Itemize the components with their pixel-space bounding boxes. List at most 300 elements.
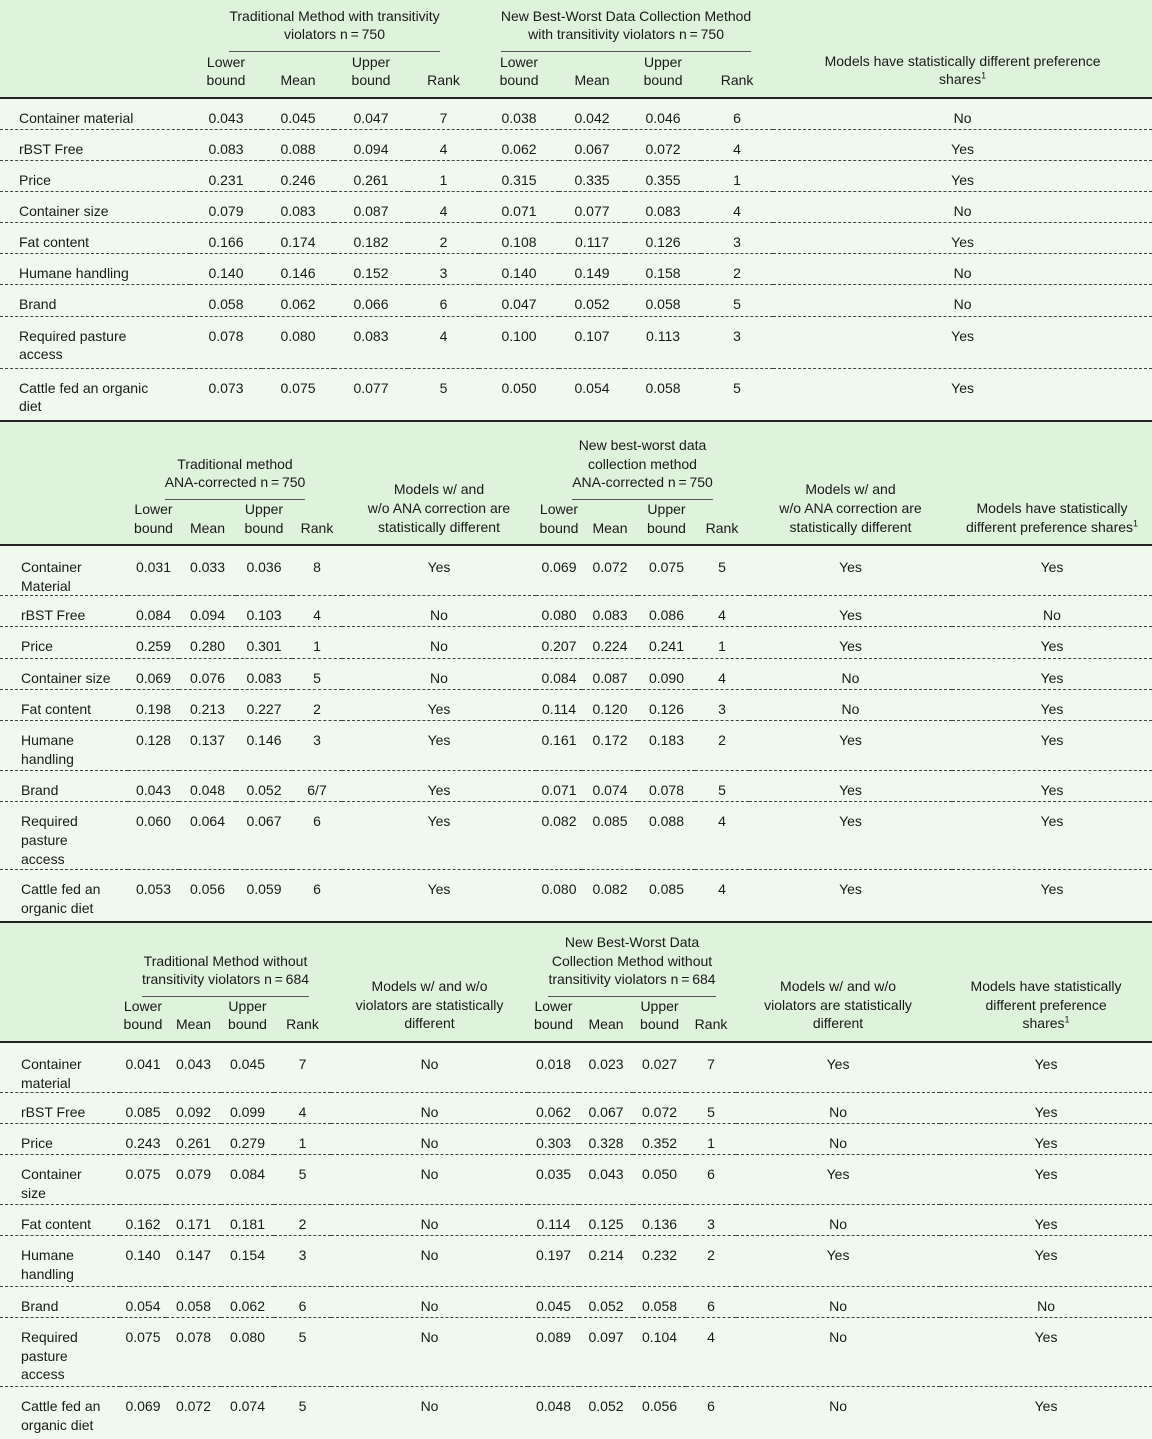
group-title-line: New Best-Worst Data xyxy=(564,934,700,951)
preference-shares-cell: No xyxy=(940,1287,1152,1318)
column-header-rank xyxy=(695,500,749,545)
preference-shares-cell: Yes xyxy=(952,771,1152,802)
table-row xyxy=(0,721,1152,771)
text-line: Humane xyxy=(21,1247,74,1264)
comparison-cell: Yes xyxy=(342,771,536,802)
comparison-cell: Yes xyxy=(736,1042,940,1093)
text-line: handling xyxy=(21,750,74,767)
upper-bound-cell: 0.103 xyxy=(236,596,292,627)
group-header-traditional-underline xyxy=(165,455,306,500)
lower-bound-cell: 0.082 xyxy=(536,802,582,870)
lower-bound-cell: 0.207 xyxy=(536,627,582,659)
text-line: rBST Free xyxy=(21,1104,86,1121)
text-line: different xyxy=(404,1015,455,1032)
text-line: Models w/ and w/o xyxy=(371,978,488,995)
table-header xyxy=(0,422,1152,545)
rank-cell: 5 xyxy=(274,1155,331,1205)
mean-cell: 0.107 xyxy=(559,316,625,368)
upper-bound-cell: 0.047 xyxy=(334,98,408,129)
rank-cell: 5 xyxy=(274,1387,331,1439)
mean-cell: 0.087 xyxy=(582,659,638,690)
lower-bound-cell: 0.018 xyxy=(528,1042,579,1093)
rank-cell: 3 xyxy=(274,1236,331,1287)
text-line: different xyxy=(812,1015,864,1032)
text-line: Fat content xyxy=(19,233,90,250)
group-title-line: New best-worst data xyxy=(578,437,707,454)
comparison-cell: No xyxy=(331,1205,528,1236)
row-label xyxy=(0,1093,120,1124)
mean-cell: 0.080 xyxy=(262,316,334,368)
upper-bound-cell: 0.083 xyxy=(334,316,408,368)
header-line: different preference xyxy=(985,996,1107,1013)
row-label xyxy=(0,191,190,222)
column-header-rank xyxy=(686,997,736,1042)
mean-cell: 0.043 xyxy=(579,1155,633,1205)
mean-cell: 0.147 xyxy=(166,1236,221,1287)
lower-bound-cell: 0.060 xyxy=(128,802,179,870)
table-row xyxy=(0,222,1152,253)
upper-bound-cell: 0.050 xyxy=(633,1155,686,1205)
text-line: organic diet xyxy=(21,899,94,916)
group-header-best-worst-underline xyxy=(501,7,751,52)
column-header-comparison xyxy=(331,923,528,1042)
text-line: organic diet xyxy=(21,1416,94,1433)
column-header-lower-bound xyxy=(528,997,579,1042)
header-line: shares xyxy=(1022,1015,1065,1032)
lower-bound-cell: 0.031 xyxy=(128,545,179,596)
text-line: Container material xyxy=(19,110,134,126)
text-line: Lower xyxy=(123,997,163,1014)
upper-bound-cell: 0.085 xyxy=(638,870,695,921)
row-label xyxy=(0,368,190,420)
text-line: Cattle fed an xyxy=(21,1398,101,1415)
rank-cell: 7 xyxy=(274,1042,331,1093)
row-label xyxy=(0,627,128,659)
text-line: rBST Free xyxy=(19,140,84,157)
upper-bound-cell: 0.352 xyxy=(633,1124,686,1155)
upper-bound-cell: 0.084 xyxy=(221,1155,274,1205)
row-label xyxy=(0,222,190,253)
lower-bound-cell: 0.043 xyxy=(128,771,179,802)
lower-bound-cell: 0.069 xyxy=(120,1387,166,1439)
column-header-upper-bound xyxy=(633,997,686,1042)
group-title-line: Traditional Method without xyxy=(143,952,308,969)
rank-cell: 4 xyxy=(408,316,479,368)
upper-bound-cell: 0.046 xyxy=(625,98,701,129)
lower-bound-cell: 0.231 xyxy=(190,160,262,191)
lower-bound-cell: 0.166 xyxy=(190,222,262,253)
text-line: Upper xyxy=(244,501,284,517)
column-header-comparison-b xyxy=(736,923,940,1042)
mean-cell: 0.033 xyxy=(179,545,236,596)
column-header-mean xyxy=(262,52,334,98)
mean-cell: 0.097 xyxy=(579,1318,633,1387)
lower-bound-cell: 0.079 xyxy=(190,191,262,222)
mean-cell: 0.174 xyxy=(262,222,334,253)
lower-bound-cell: 0.080 xyxy=(536,596,582,627)
header-text: Rank xyxy=(694,1016,728,1033)
table-row xyxy=(0,253,1152,284)
upper-bound-cell: 0.152 xyxy=(334,253,408,284)
rank-cell: 3 xyxy=(408,253,479,284)
preference-shares-cell: No xyxy=(773,284,1152,316)
comparison-cell: No xyxy=(736,1287,940,1318)
mean-cell: 0.092 xyxy=(166,1093,221,1124)
group-header-best-worst xyxy=(536,422,749,500)
table-panel-3 xyxy=(0,921,1152,1439)
upper-bound-cell: 0.126 xyxy=(638,690,695,721)
rank-cell: 5 xyxy=(274,1318,331,1387)
table-row xyxy=(0,1387,1152,1439)
column-header-upper-bound xyxy=(334,52,408,98)
footnote-marker: 1 xyxy=(1133,517,1139,528)
header-line: shares xyxy=(939,71,982,88)
column-header-preference-shares xyxy=(773,0,1152,98)
mean-cell: 0.048 xyxy=(179,771,236,802)
text-line: Upper xyxy=(228,997,267,1014)
mean-cell: 0.072 xyxy=(582,545,638,596)
text-line: Upper xyxy=(640,997,679,1014)
text-line: bound xyxy=(206,72,246,89)
preference-shares-cell: Yes xyxy=(773,316,1152,368)
upper-bound-cell: 0.301 xyxy=(236,627,292,659)
row-label xyxy=(0,802,128,870)
upper-bound-cell: 0.045 xyxy=(221,1042,274,1093)
group-title-line: Collection Method without xyxy=(551,952,713,969)
lower-bound-cell: 0.048 xyxy=(528,1387,579,1439)
text-line: pasture xyxy=(21,831,68,848)
header-text: Mean xyxy=(574,72,610,89)
upper-bound-cell: 0.067 xyxy=(236,802,292,870)
row-label xyxy=(0,1318,120,1387)
comparison-cell: No xyxy=(331,1318,528,1387)
column-header-upper-bound xyxy=(638,500,695,545)
text-line: Upper xyxy=(643,53,683,70)
group-title-line: transitivity violators n = 684 xyxy=(548,971,716,988)
group-title-line: collection method xyxy=(588,455,697,472)
lower-bound-cell: 0.062 xyxy=(528,1093,579,1124)
table-row xyxy=(0,545,1152,596)
row-label xyxy=(0,1124,120,1155)
mean-cell: 0.261 xyxy=(166,1124,221,1155)
header-corner xyxy=(0,923,120,1042)
column-header-lower-bound xyxy=(190,52,262,98)
upper-bound-cell: 0.181 xyxy=(221,1205,274,1236)
mean-cell: 0.058 xyxy=(166,1287,221,1318)
upper-bound-cell: 0.158 xyxy=(625,253,701,284)
lower-bound-cell: 0.197 xyxy=(528,1236,579,1287)
mean-cell: 0.083 xyxy=(262,191,334,222)
group-header-best-worst xyxy=(528,923,736,997)
lower-bound-cell: 0.080 xyxy=(536,870,582,921)
comparison-cell: No xyxy=(736,1387,940,1439)
preference-shares-cell: No xyxy=(773,191,1152,222)
upper-bound-cell: 0.056 xyxy=(633,1387,686,1439)
group-header-traditional-underline xyxy=(142,952,309,997)
rank-cell: 4 xyxy=(686,1318,736,1387)
comparison-cell: No xyxy=(331,1387,528,1439)
column-header-preference-shares xyxy=(940,923,1152,1042)
table-header xyxy=(0,923,1152,1042)
lower-bound-cell: 0.075 xyxy=(120,1318,166,1387)
rank-cell: 1 xyxy=(408,160,479,191)
comparison-cell: No xyxy=(749,690,952,721)
text-line: Humane xyxy=(21,732,74,749)
text-line: Container xyxy=(21,559,82,576)
lower-bound-cell: 0.069 xyxy=(128,659,179,690)
group-title-line: ANA-corrected n = 750 xyxy=(572,474,713,491)
upper-bound-cell: 0.088 xyxy=(638,802,695,870)
footnote-marker: 1 xyxy=(981,70,987,81)
row-label xyxy=(0,253,190,284)
group-title-line: violators n = 750 xyxy=(284,26,385,43)
upper-bound-cell: 0.077 xyxy=(334,368,408,420)
text-line: Models w/ and xyxy=(393,481,485,498)
lower-bound-cell: 0.084 xyxy=(128,596,179,627)
text-line: rBST Free xyxy=(21,607,86,624)
rank-cell: 5 xyxy=(292,659,342,690)
row-label xyxy=(0,721,128,771)
header-text: Rank xyxy=(427,72,460,89)
text-line: Container size xyxy=(19,202,109,219)
text-line: handling xyxy=(21,1265,74,1282)
text-line: bound xyxy=(534,1016,573,1033)
row-label xyxy=(0,870,128,921)
footnote-marker: 1 xyxy=(1064,1014,1070,1025)
text-line: Humane handling xyxy=(19,264,129,281)
upper-bound-cell: 0.062 xyxy=(221,1287,274,1318)
rank-cell: 2 xyxy=(695,721,749,771)
rank-cell: 5 xyxy=(695,545,749,596)
rank-cell: 2 xyxy=(408,222,479,253)
header-line: different preference shares xyxy=(965,518,1134,535)
header-text: Mean xyxy=(592,519,628,536)
lower-bound-cell: 0.054 xyxy=(120,1287,166,1318)
header-line: Models have statistically different preference xyxy=(824,52,1101,69)
upper-bound-cell: 0.232 xyxy=(633,1236,686,1287)
comparison-cell: Yes xyxy=(342,721,536,771)
comparison-cell: No xyxy=(331,1042,528,1093)
text-line: Cattle fed an xyxy=(21,881,101,898)
mean-cell: 0.335 xyxy=(559,160,625,191)
rank-cell: 6 xyxy=(274,1287,331,1318)
mean-cell: 0.079 xyxy=(166,1155,221,1205)
mean-cell: 0.042 xyxy=(559,98,625,129)
preference-shares-cell: Yes xyxy=(940,1093,1152,1124)
row-label xyxy=(0,771,128,802)
header-text: Mean xyxy=(175,1016,212,1033)
text-line: Lower xyxy=(534,997,573,1014)
mean-cell: 0.328 xyxy=(579,1124,633,1155)
mean-cell: 0.074 xyxy=(582,771,638,802)
row-label xyxy=(0,545,128,596)
upper-bound-cell: 0.072 xyxy=(633,1093,686,1124)
column-header-lower-bound xyxy=(128,500,179,545)
rank-cell: 4 xyxy=(695,802,749,870)
rank-cell: 6/7 xyxy=(292,771,342,802)
row-label xyxy=(0,129,190,160)
comparison-cell: Yes xyxy=(342,802,536,870)
lower-bound-cell: 0.045 xyxy=(528,1287,579,1318)
text-line: bound xyxy=(499,72,539,89)
table-row xyxy=(0,870,1152,921)
comparison-cell: Yes xyxy=(749,771,952,802)
upper-bound-cell: 0.072 xyxy=(625,129,701,160)
table-row xyxy=(0,771,1152,802)
table-row xyxy=(0,316,1152,368)
lower-bound-cell: 0.078 xyxy=(190,316,262,368)
rank-cell: 2 xyxy=(274,1205,331,1236)
rank-cell: 2 xyxy=(686,1236,736,1287)
rank-cell: 3 xyxy=(695,690,749,721)
comparison-cell: No xyxy=(736,1318,940,1387)
text-line: violators are statistically xyxy=(764,996,912,1013)
lower-bound-cell: 0.140 xyxy=(190,253,262,284)
text-line: Upper xyxy=(647,501,686,517)
mean-cell: 0.088 xyxy=(262,129,334,160)
column-header-mean xyxy=(179,500,236,545)
upper-bound-cell: 0.099 xyxy=(221,1093,274,1124)
text-line: Material xyxy=(21,577,71,594)
lower-bound-cell: 0.047 xyxy=(479,284,559,316)
column-header-mean xyxy=(579,997,633,1042)
comparison-cell: Yes xyxy=(749,596,952,627)
text-line: access xyxy=(19,346,63,363)
preference-shares-cell: Yes xyxy=(952,870,1152,921)
lower-bound-cell: 0.041 xyxy=(120,1042,166,1093)
preference-shares-cell: Yes xyxy=(940,1124,1152,1155)
comparison-cell: Yes xyxy=(749,627,952,659)
mean-cell: 0.172 xyxy=(582,721,638,771)
rank-cell: 5 xyxy=(686,1093,736,1124)
table-row xyxy=(0,596,1152,627)
upper-bound-cell: 0.058 xyxy=(633,1287,686,1318)
header-line: Models have statistically xyxy=(970,978,1122,995)
comparison-cell: Yes xyxy=(342,870,536,921)
text-line: Models w/ and w/o xyxy=(780,978,896,995)
text-line: bound xyxy=(539,519,579,536)
text-line: bound xyxy=(647,519,686,536)
text-line: Required xyxy=(21,813,78,830)
upper-bound-cell: 0.090 xyxy=(638,659,695,690)
upper-bound-cell: 0.094 xyxy=(334,129,408,160)
group-title-line: Traditional Method with transitivity xyxy=(229,7,440,24)
rank-cell: 7 xyxy=(408,98,479,129)
mean-cell: 0.023 xyxy=(579,1042,633,1093)
text-line: Models w/ and xyxy=(805,481,896,498)
preference-shares-cell: Yes xyxy=(940,1236,1152,1287)
text-line: bound xyxy=(134,519,173,536)
group-title-line: transitivity violators n = 684 xyxy=(141,971,310,988)
rank-cell: 6 xyxy=(701,98,773,129)
mean-cell: 0.120 xyxy=(582,690,638,721)
preference-shares-cell: Yes xyxy=(952,690,1152,721)
mean-cell: 0.054 xyxy=(559,368,625,420)
mean-cell: 0.052 xyxy=(579,1387,633,1439)
comparison-cell: No xyxy=(342,659,536,690)
lower-bound-cell: 0.069 xyxy=(536,545,582,596)
lower-bound-cell: 0.140 xyxy=(479,253,559,284)
header-text: Rank xyxy=(300,519,334,536)
text-line: violators are statistically xyxy=(355,996,504,1013)
rank-cell: 3 xyxy=(701,316,773,368)
header-text: Rank xyxy=(720,72,754,89)
text-line: Fat content xyxy=(21,1216,92,1233)
group-title-line: Traditional method xyxy=(177,455,293,472)
upper-bound-cell: 0.113 xyxy=(625,316,701,368)
rank-cell: 2 xyxy=(292,690,342,721)
text-line: bound xyxy=(643,72,683,89)
table-row xyxy=(0,191,1152,222)
rank-cell: 6 xyxy=(292,870,342,921)
column-header-mean xyxy=(166,997,221,1042)
mean-cell: 0.213 xyxy=(179,690,236,721)
column-header-upper-bound xyxy=(236,500,292,545)
lower-bound-cell: 0.071 xyxy=(479,191,559,222)
comparison-cell: Yes xyxy=(749,802,952,870)
preference-shares-cell: Yes xyxy=(773,160,1152,191)
upper-bound-cell: 0.241 xyxy=(638,627,695,659)
lower-bound-cell: 0.043 xyxy=(190,98,262,129)
table-row xyxy=(0,1042,1152,1093)
row-label xyxy=(0,1387,120,1439)
rank-cell: 4 xyxy=(274,1093,331,1124)
upper-bound-cell: 0.154 xyxy=(221,1236,274,1287)
mean-cell: 0.125 xyxy=(579,1205,633,1236)
comparison-cell: Yes xyxy=(749,870,952,921)
table-row xyxy=(0,1205,1152,1236)
mean-cell: 0.094 xyxy=(179,596,236,627)
rank-cell: 6 xyxy=(408,284,479,316)
table-row xyxy=(0,1124,1152,1155)
text-line: access xyxy=(21,850,65,867)
preference-shares-cell: Yes xyxy=(773,129,1152,160)
preference-shares-cell: No xyxy=(773,253,1152,284)
mean-cell: 0.078 xyxy=(166,1318,221,1387)
upper-bound-cell: 0.126 xyxy=(625,222,701,253)
lower-bound-cell: 0.161 xyxy=(536,721,582,771)
comparison-cell: Yes xyxy=(342,545,536,596)
table-row xyxy=(0,1093,1152,1124)
lower-bound-cell: 0.315 xyxy=(479,160,559,191)
mean-cell: 0.052 xyxy=(559,284,625,316)
data-table xyxy=(0,0,1152,420)
group-header-traditional xyxy=(128,422,342,500)
text-line: w/o ANA correction are xyxy=(367,500,511,516)
comparison-cell: Yes xyxy=(736,1155,940,1205)
rank-cell: 6 xyxy=(686,1387,736,1439)
row-label xyxy=(0,1287,120,1318)
lower-bound-cell: 0.089 xyxy=(528,1318,579,1387)
mean-cell: 0.224 xyxy=(582,627,638,659)
upper-bound-cell: 0.036 xyxy=(236,545,292,596)
column-header-lower-bound xyxy=(120,997,166,1042)
text-line: statistically different xyxy=(789,518,912,535)
upper-bound-cell: 0.355 xyxy=(625,160,701,191)
rank-cell: 1 xyxy=(695,627,749,659)
lower-bound-cell: 0.050 xyxy=(479,368,559,420)
header-text: Rank xyxy=(705,519,739,536)
upper-bound-cell: 0.087 xyxy=(334,191,408,222)
comparison-cell: No xyxy=(331,1093,528,1124)
upper-bound-cell: 0.183 xyxy=(638,721,695,771)
lower-bound-cell: 0.071 xyxy=(536,771,582,802)
column-header-preference-shares xyxy=(952,422,1152,545)
preference-shares-cell: Yes xyxy=(952,627,1152,659)
preference-shares-cell: Yes xyxy=(940,1155,1152,1205)
upper-bound-cell: 0.227 xyxy=(236,690,292,721)
text-line: diet xyxy=(19,398,42,415)
